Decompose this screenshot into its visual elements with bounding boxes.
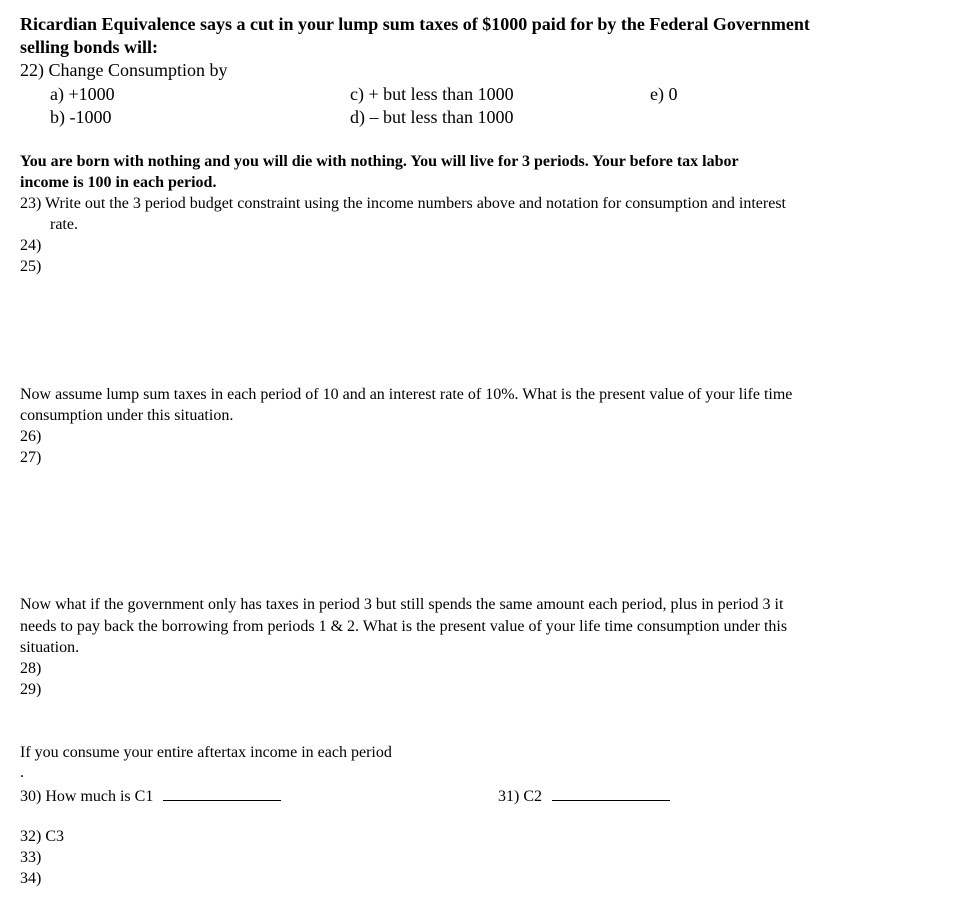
q23-line1: 23) Write out the 3 period budget constraint using the income numbers above and notation for consumption and interest [20,195,786,212]
q27-label: 27) [20,449,42,466]
q22-option-d: d) – but less than 1000 [350,107,514,127]
q33-label: 33) [20,849,42,866]
q30-row [20,786,281,806]
q31-row [498,786,670,806]
q26-label: 26) [20,428,42,445]
q29-label: 29) [20,681,42,698]
q24-label: 24) [20,237,42,254]
q31-label: 31) C2 [498,788,542,805]
q22-option-a: a) +1000 [50,84,115,104]
q25-label: 25) [20,258,42,275]
q4-line3: situation. [20,639,80,656]
q31-answer-blank[interactable] [552,786,670,801]
q4-line2: needs to pay back the borrowing from periods 1 & 2. What is the present value of your life time consumption under this [20,618,788,635]
q1-header-line1: Ricardian Equivalence says a cut in your lump sum taxes of $1000 paid for by the Federal Government [20,14,810,34]
q23-line2: rate. [50,216,78,233]
q34-label: 34) [20,870,42,887]
q5-intro: If you consume your entire aftertax income in each period [20,744,392,761]
q2-header-line2: income is 100 in each period. [20,174,217,191]
q3-line1: Now assume lump sum taxes in each period of 10 and an interest rate of 10%. What is the present value of your life time [20,386,793,403]
q22-question: 22) Change Consumption by [20,60,228,80]
q3-line2: consumption under this situation. [20,407,234,424]
q22-option-e: e) 0 [650,84,678,104]
q4-line1: Now what if the government only has taxes in period 3 but still spends the same amount each period, plus in period 3 it [20,596,784,613]
q5-dot: . [20,764,24,781]
q32-label: 32) C3 [20,828,64,845]
q30-label: 30) How much is C1 [20,788,154,805]
q2-header-line1: You are born with nothing and you will die with nothing. You will live for 3 periods. Your before tax labor [20,153,739,170]
q22-option-b: b) -1000 [50,107,112,127]
q1-header-line2: selling bonds will: [20,37,159,57]
q22-option-c: c) + but less than 1000 [350,84,514,104]
q30-answer-blank[interactable] [163,786,281,801]
q28-label: 28) [20,660,42,677]
